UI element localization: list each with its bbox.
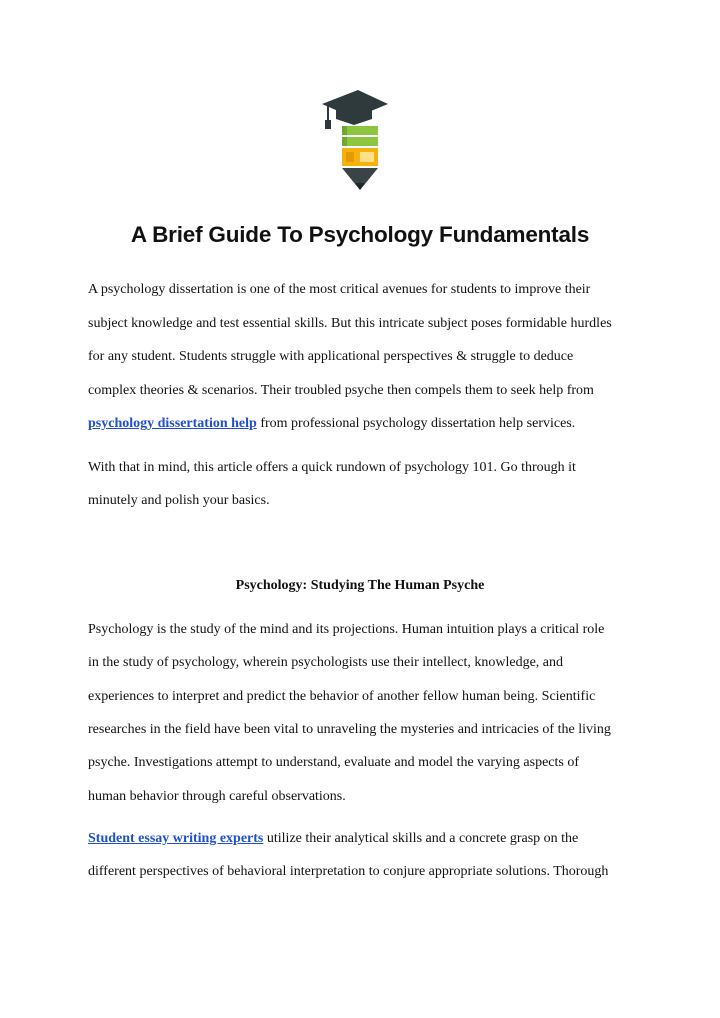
- section-line-3: experiences to interpret and predict the behavior of another fellow human being. Scientific: [88, 689, 596, 704]
- para4-line-2: different perspectives of behavioral interpretation to conjure appropriate solutions. Thorough: [88, 864, 609, 879]
- page-title: A Brief Guide To Psychology Fundamentals: [130, 222, 590, 247]
- para4-line-1: [88, 830, 578, 848]
- intro-line-3: for any student. Students struggle with applicational perspectives & struggle to deduce: [88, 349, 574, 364]
- section-heading: Psychology: Studying The Human Psyche: [235, 578, 485, 593]
- section-line-1: Psychology is the study of the mind and its projections. Human intuition plays a critical role: [88, 622, 605, 637]
- section-line-6: human behavior through careful observations.: [88, 789, 346, 804]
- section-line-4: researches in the field have been vital to unraveling the mysteries and intricacies of the living: [88, 722, 611, 737]
- section-line-5: psyche. Investigations attempt to understand, evaluate and model the varying aspects of: [88, 755, 580, 770]
- intro-line-5: [88, 415, 575, 433]
- psychology-dissertation-help-link[interactable]: psychology dissertation help: [88, 416, 257, 431]
- graduation-cap-pencil-icon: [318, 86, 390, 194]
- section-line-2: in the study of psychology, wherein psychologists use their intellect, knowledge, and: [88, 655, 564, 670]
- intro-line-2: subject knowledge and test essential skills. But this intricate subject poses formidable hurdles: [88, 316, 612, 331]
- intro-line-4: complex theories & scenarios. Their troubled psyche then compels them to seek help from: [88, 383, 594, 398]
- para2-line-1: With that in mind, this article offers a quick rundown of psychology 101. Go through it: [88, 460, 576, 475]
- para4-line-1-text: utilize their analytical skills and a concrete grasp on the: [263, 831, 579, 846]
- intro-line-1: A psychology dissertation is one of the most critical avenues for students to improve their: [88, 282, 591, 297]
- student-essay-writing-experts-link[interactable]: Student essay writing experts: [88, 831, 264, 846]
- intro-line-5-text: from professional psychology dissertation help services.: [256, 416, 576, 431]
- para2-line-2: minutely and polish your basics.: [88, 493, 270, 508]
